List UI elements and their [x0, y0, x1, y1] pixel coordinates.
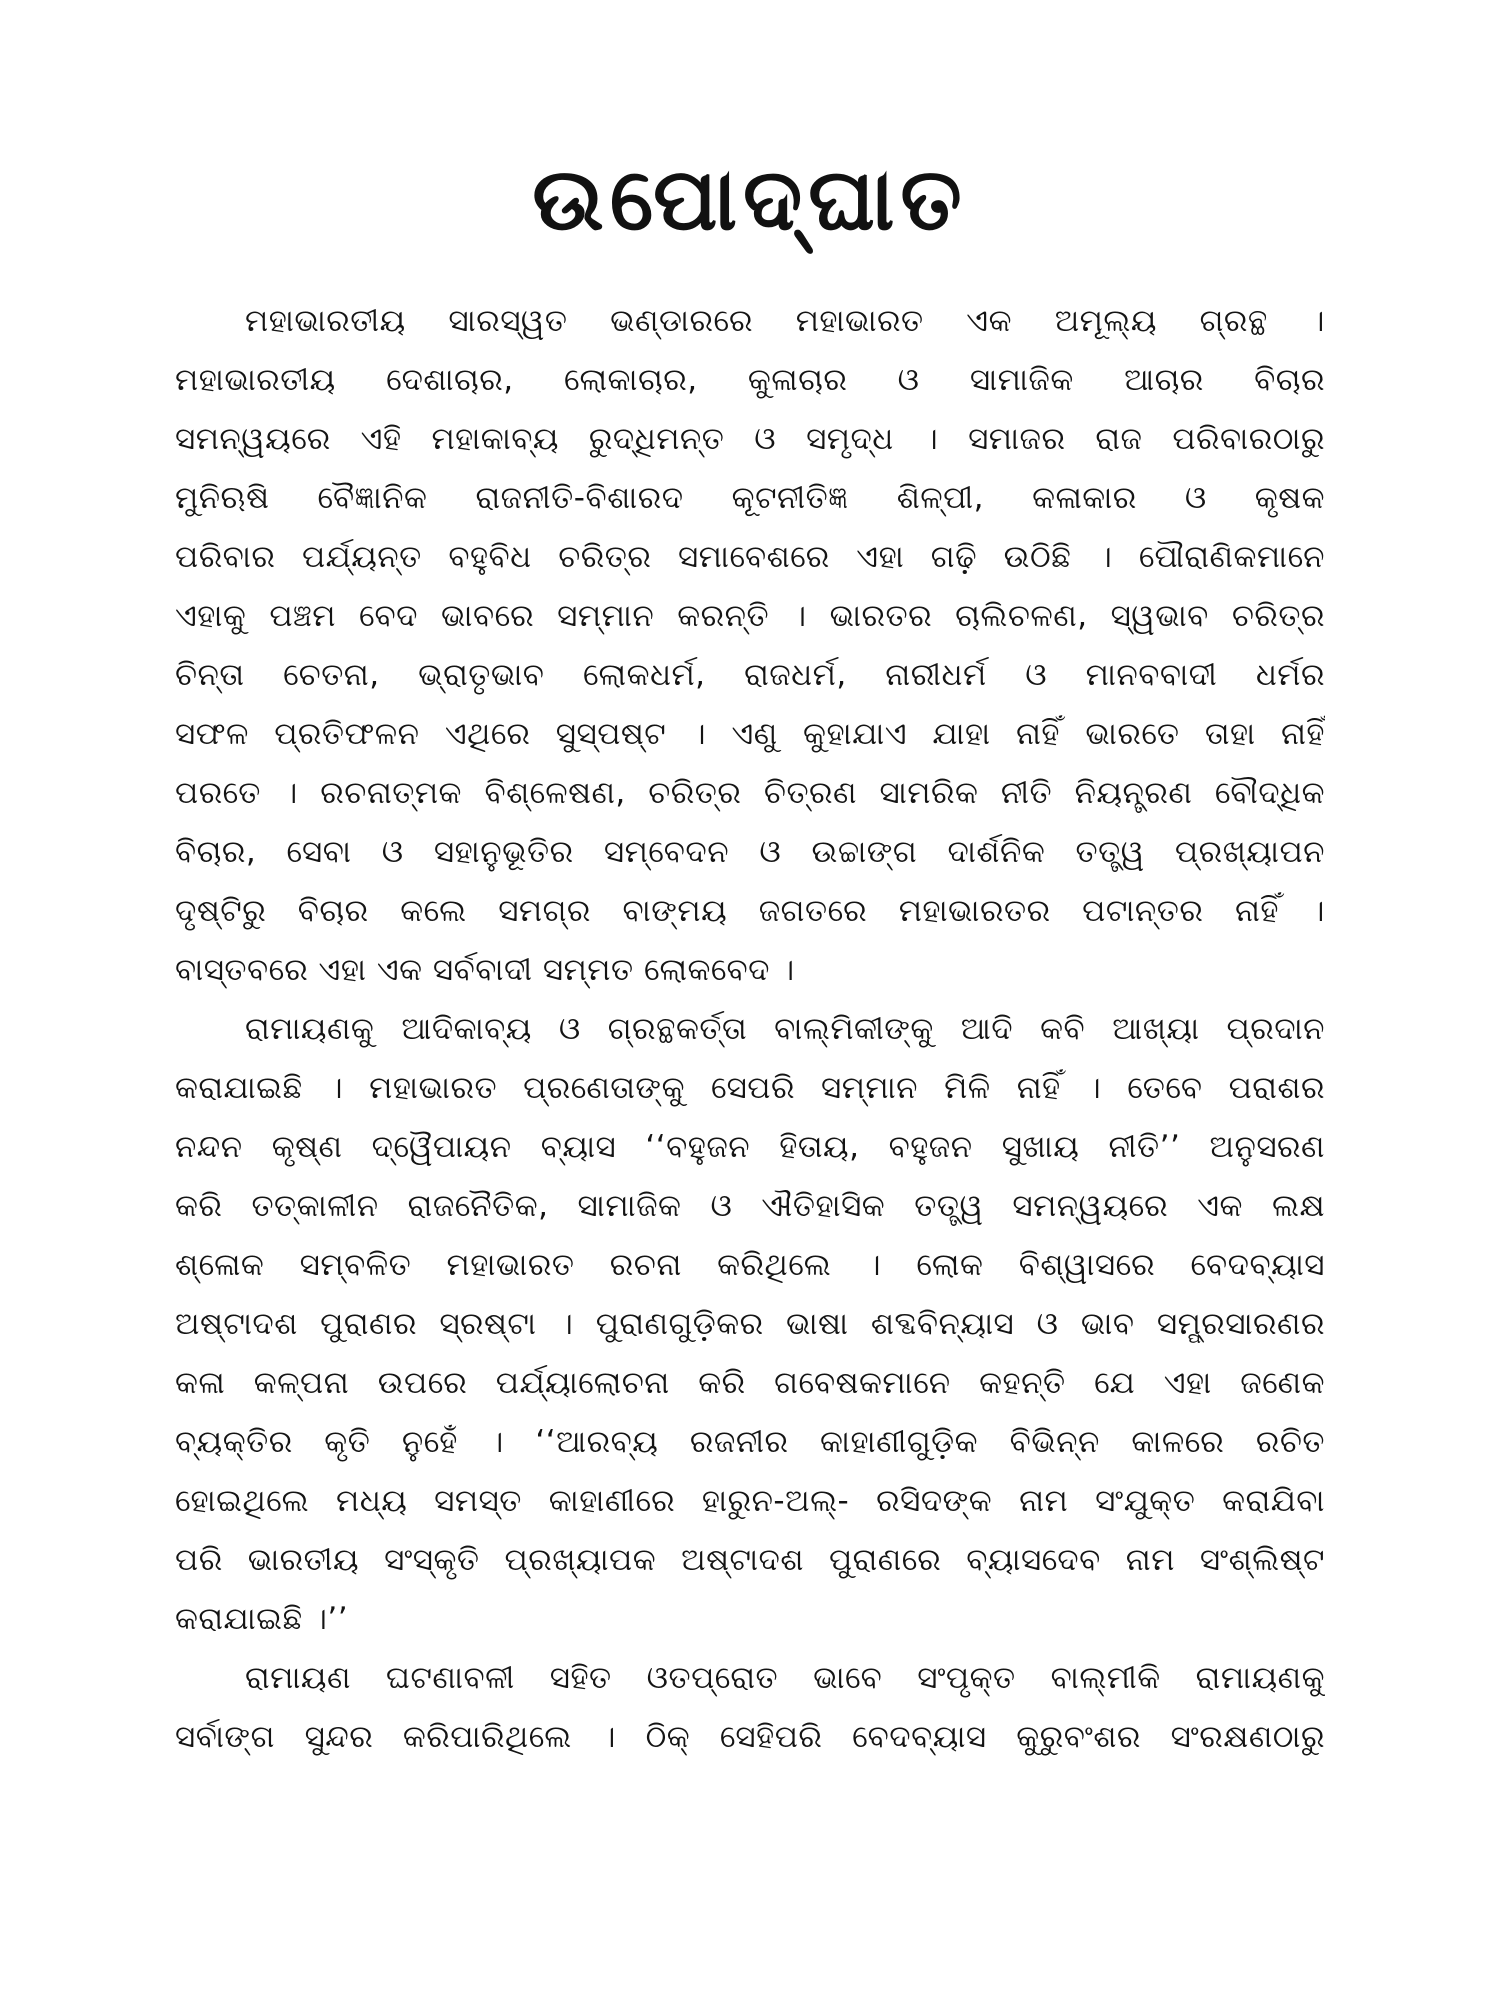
text-line: ବାସ୍ତବରେ ଏହା ଏକ ସର୍ବବାଦୀ ସମ୍ମତ ଲୋକବେଦ ।	[175, 952, 795, 988]
text-line: ସର୍ବାଙ୍ଗ ସୁନ୍ଦର କରିପାରିଥିଲେ । ଠିକ୍ ସେହିପରି ବେଦବ୍ୟାସ କୁରୁବଂଶର ସଂରକ୍ଷଣଠାରୁ	[175, 1719, 1325, 1755]
text-line: ପରତେ । ରଚନାତ୍ମକ ବିଶ୍ଳେଷଣ, ଚରିତ୍ର ଚିତ୍ରଣ ସାମରିକ ନୀତି ନିୟନ୍ତ୍ରଣ ବୌଦ୍ଧିକ	[175, 775, 1325, 811]
text-line: କରାଯାଇଛି ।’’	[175, 1601, 349, 1637]
text-line: ବ୍ୟକ୍ତିର କୃତି ନୁହେଁ । ‘‘ଆରବ୍ୟ ରଜନୀର କାହାଣୀଗୁଡ଼ିକ ବିଭିନ୍ନ କାଳରେ ରଚିତ	[175, 1424, 1325, 1460]
text-line: ବିଚାର, ସେବା ଓ ସହାନୁଭୂତିର ସମ୍ବେଦନ ଓ ଉଚ୍ଚାଙ୍ଗ ଦାର୍ଶନିକ ତତ୍ତ୍ୱ ପ୍ରଖ୍ୟାପନ	[175, 834, 1325, 870]
text-line: କରି ତତ୍କାଳୀନ ରାଜନୈତିକ, ସାମାଜିକ ଓ ଐତିହାସିକ ତତ୍ତ୍ୱ ସମନ୍ୱୟରେ ଏକ ଲକ୍ଷ	[175, 1188, 1325, 1224]
text-line: ମୁନିଋଷି ବୈଜ୍ଞାନିକ ରାଜନୀତି-ବିଶାରଦ କୂଟନୀତିଜ୍ଞ ଶିଳ୍ପୀ, କଳାକାର ଓ କୃଷକ	[175, 480, 1325, 516]
text-line: ପରି ଭାରତୀୟ ସଂସ୍କୃତି ପ୍ରଖ୍ୟାପକ ଅଷ୍ଟାଦଶ ପୁରାଣରେ ବ୍ୟାସଦେବ ନାମ ସଂଶ୍ଲିଷ୍ଟ	[175, 1542, 1325, 1578]
paragraph-1	[175, 292, 1325, 1000]
text-line: ସଫଳ ପ୍ରତିଫଳନ ଏଥିରେ ସୁସ୍ପଷ୍ଟ । ଏଣୁ କୁହାଯାଏ ଯାହା ନାହିଁ ଭାରତେ ତାହା ନାହିଁ	[175, 716, 1325, 752]
text-line: ମହାଭାରତୀୟ ସାରସ୍ୱତ ଭଣ୍ଡାରରେ ମହାଭାରତ ଏକ ଅମୂଲ୍ୟ ଗ୍ରନ୍ଥ ।	[245, 303, 1325, 339]
text-line: ରାମାୟଣକୁ ଆଦିକାବ୍ୟ ଓ ଗ୍ରନ୍ଥକର୍ତ୍ତା ବାଲ୍ମିକୀଙ୍କୁ ଆଦି କବି ଆଖ୍ୟା ପ୍ରଦାନ	[245, 1011, 1325, 1047]
text-line: ମହାଭାରତୀୟ ଦେଶାଚାର, ଲୋକାଚାର, କୁଳାଚାର ଓ ସାମାଜିକ ଆଚାର ବିଚାର	[175, 362, 1325, 398]
text-line: ଅଷ୍ଟାଦଶ ପୁରାଣର ସ୍ରଷ୍ଟା । ପୁରାଣଗୁଡ଼ିକର ଭାଷା ଶବ୍ଦବିନ୍ୟାସ ଓ ଭାବ ସମ୍ପ୍ରସାରଣର	[175, 1306, 1325, 1342]
text-line: ଶ୍ଳୋକ ସମ୍ବଳିତ ମହାଭାରତ ରଚନା କରିଥିଲେ । ଲୋକ ବିଶ୍ୱାସରେ ବେଦବ୍ୟାସ	[175, 1247, 1325, 1283]
paragraph-2	[175, 1000, 1325, 1649]
text-line: କଳା କଳ୍ପନା ଉପରେ ପର୍ଯ୍ୟାଲୋଚନା କରି ଗବେଷକମାନେ କହନ୍ତି ଯେ ଏହା ଜଣେକ	[175, 1365, 1325, 1401]
text-line: ପରିବାର ପର୍ଯ୍ୟନ୍ତ ବହୁବିଧ ଚରିତ୍ର ସମାବେଶରେ ଏହା ଗଢ଼ି ଉଠିଛି । ପୌରାଣିକମାନେ	[175, 539, 1325, 575]
text-line: ଏହାକୁ ପଞ୍ଚମ ବେଦ ଭାବରେ ସମ୍ମାନ କରନ୍ତି । ଭାରତର ଚାଲିଚଳଣ, ସ୍ୱଭାବ ଚରିତ୍ର	[175, 598, 1325, 634]
text-line: ହୋଇଥିଲେ ମଧ୍ୟ ସମସ୍ତ କାହାଣୀରେ ହାରୁନ-ଅଲ୍- ରସିଦଙ୍କ ନାମ ସଂଯୁକ୍ତ କରାଯିବା	[175, 1483, 1325, 1519]
text-line: ଦୃଷ୍ଟିରୁ ବିଚାର କଲେ ସମଗ୍ର ବାଙ୍ମୟ ଜଗତରେ ମହାଭାରତର ପଟାନ୍ତର ନାହିଁ ।	[175, 893, 1325, 929]
text-line: ନନ୍ଦନ କୃଷ୍ଣ ଦ୍ୱୈପାୟନ ବ୍ୟାସ ‘‘ବହୁଜନ ହିତାୟ, ବହୁଜନ ସୁଖାୟ ନୀତି’’ ଅନୁସରଣ	[175, 1129, 1325, 1165]
text-line: ଚିନ୍ତା ଚେତନା, ଭ୍ରାତୃଭାବ ଲୋକଧର୍ମ, ରାଜଧର୍ମ, ନାରୀଧର୍ମ ଓ ମାନବବାଦୀ ଧର୍ମର	[175, 657, 1325, 693]
paragraph-3	[175, 1649, 1325, 1767]
page-title: ଉପୋଦ୍‌ଘାତ	[532, 150, 968, 250]
text-line: ସମନ୍ୱୟରେ ଏହି ମହାକାବ୍ୟ ରୁଦ୍ଧିମନ୍ତ ଓ ସମୃଦ୍ଧ । ସମାଜର ରାଜ ପରିବାରଠାରୁ	[175, 421, 1325, 457]
text-line: କରାଯାଇଛି । ମହାଭାରତ ପ୍ରଣେତାଙ୍କୁ ସେପରି ସମ୍ମାନ ମିଳି ନାହିଁ । ତେବେ ପରାଶର	[175, 1070, 1325, 1106]
text-line: ରାମାୟଣ ଘଟଣାବଳୀ ସହିତ ଓତପ୍ରୋତ ଭାବେ ସଂପୃକ୍ତ ବାଲ୍ମୀକି ରାମାୟଣକୁ	[245, 1660, 1325, 1696]
body-text	[175, 292, 1325, 1767]
